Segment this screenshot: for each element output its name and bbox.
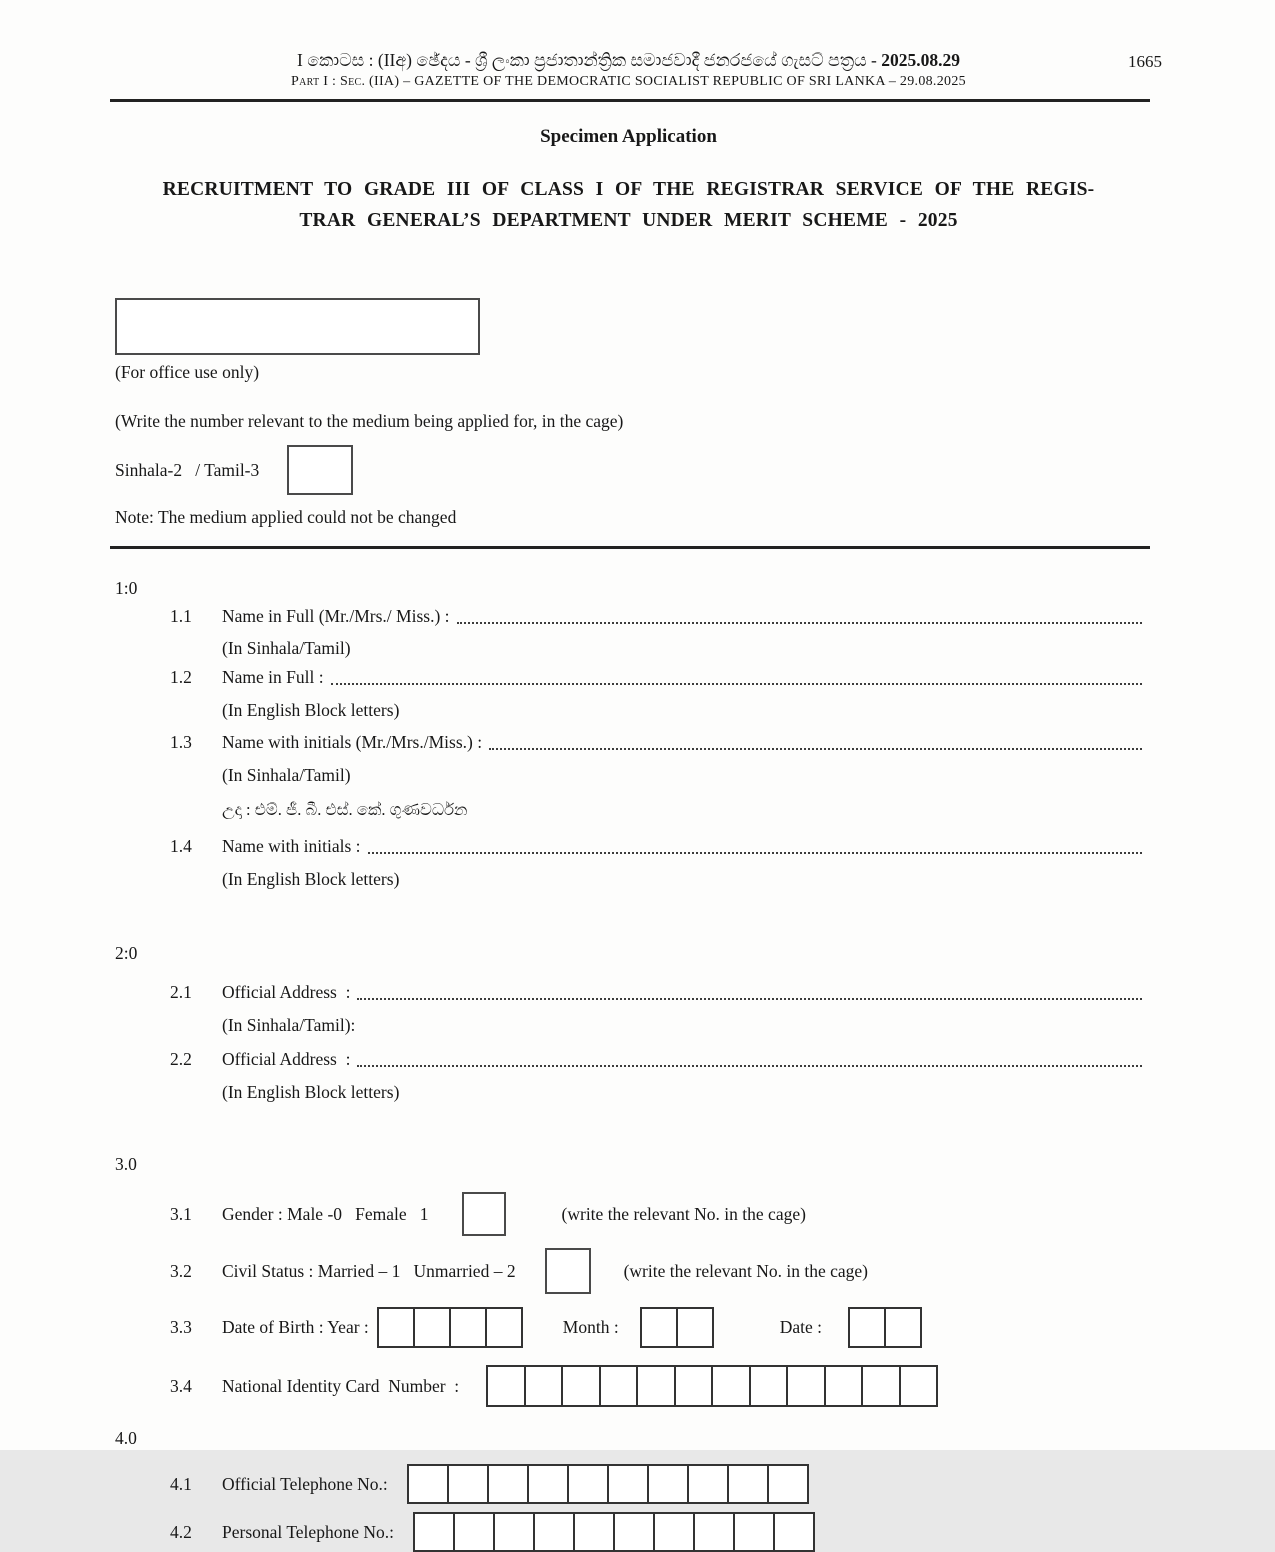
official-phone-label: Official Telephone No.:: [222, 1473, 388, 1494]
section-divider: [110, 546, 1150, 549]
row-number: 3.3: [170, 1317, 192, 1337]
gender-cage[interactable]: [462, 1192, 506, 1236]
civil-status-cage-note: (write the relevant No. in the cage): [623, 1260, 868, 1281]
section-4-heading: 4.0: [115, 1428, 137, 1448]
official-phone-cells[interactable]: [407, 1464, 809, 1504]
nic-label: National Identity Card Number :: [222, 1375, 460, 1396]
fill-in-line[interactable]: [357, 1065, 1142, 1067]
cage-cell[interactable]: [599, 1365, 639, 1407]
row-sublabel: (In Sinhala/Tamil): [222, 765, 351, 785]
row-sublabel: (In Sinhala/Tamil):: [222, 1015, 356, 1035]
row-sublabel: (In Sinhala/Tamil): [222, 638, 351, 658]
cage-cell[interactable]: [413, 1307, 451, 1348]
cage-cell[interactable]: [485, 1307, 523, 1348]
civil-status-label: Civil Status : Married – 1 Unmarried – 2: [222, 1260, 516, 1281]
cage-cell[interactable]: [486, 1365, 526, 1407]
year-cells[interactable]: [377, 1307, 523, 1348]
gazette-header-sinhala: [115, 50, 1162, 71]
personal-phone-row: [115, 1512, 1142, 1552]
cage-cell[interactable]: [899, 1365, 939, 1407]
medium-instruction: (Write the number relevant to the medium being applied for, in the cage): [115, 411, 624, 431]
nic-cells[interactable]: [486, 1365, 938, 1407]
fill-in-line[interactable]: [457, 622, 1142, 624]
gazette-sinhala-text: I කොටස : (IIඅ) ඡේදය - ශ්‍රී ලංකා ප්‍රජාතාන්ත්‍රික සමාජවාදී ජනරජයේ ගැසට් පත්‍රය -: [297, 50, 882, 70]
section-1-heading: 1:0: [115, 578, 138, 598]
cage-cell[interactable]: [848, 1307, 886, 1348]
row-number: 3.1: [170, 1203, 192, 1224]
cage-cell[interactable]: [453, 1512, 495, 1552]
recruitment-heading-line2: TRAR GENERAL’S DEPARTMENT UNDER MERIT SCHEME - 2025: [299, 210, 958, 231]
cage-cell[interactable]: [749, 1365, 789, 1407]
cage-cell[interactable]: [693, 1512, 735, 1552]
official-phone-row: [115, 1464, 1142, 1504]
section-3-heading: 3.0: [115, 1154, 137, 1174]
dob-date-label: Date :: [779, 1317, 822, 1337]
cage-cell[interactable]: [861, 1365, 901, 1407]
cage-cell[interactable]: [636, 1365, 676, 1407]
gender-row: [115, 1192, 1142, 1236]
cage-cell[interactable]: [733, 1512, 775, 1552]
cage-cell[interactable]: [567, 1464, 609, 1504]
cage-cell[interactable]: [687, 1464, 729, 1504]
form-row-name-full-sinhala: [115, 604, 1142, 629]
cage-cell[interactable]: [767, 1464, 809, 1504]
cage-cell[interactable]: [407, 1464, 449, 1504]
cage-cell[interactable]: [653, 1512, 695, 1552]
row-label: Official Address :: [222, 982, 351, 1002]
gender-label: Gender : Male -0 Female 1: [222, 1203, 429, 1224]
office-use-caption: (For office use only): [115, 362, 260, 382]
row-number: 2.1: [170, 982, 192, 1002]
row-number: 4.1: [170, 1473, 192, 1494]
fill-in-line[interactable]: [331, 683, 1142, 685]
form-row-address-english: [115, 1047, 1142, 1072]
row-label: Name with initials :: [222, 836, 361, 856]
gazette-date-sinhala: 2025.08.29: [881, 50, 960, 70]
medium-note: Note: The medium applied could not be changed: [115, 507, 457, 527]
month-cells[interactable]: [640, 1307, 714, 1348]
row-label: Name in Full :: [222, 667, 324, 687]
row-label: Official Address :: [222, 1049, 351, 1069]
cage-cell[interactable]: [773, 1512, 815, 1552]
cage-cell[interactable]: [607, 1464, 649, 1504]
medium-cage[interactable]: [287, 445, 353, 495]
row-number: 2.2: [170, 1049, 192, 1069]
cage-cell[interactable]: [449, 1307, 487, 1348]
dob-year-label: Date of Birth : Year :: [222, 1317, 369, 1337]
cage-cell[interactable]: [533, 1512, 575, 1552]
recruitment-heading: [115, 174, 1142, 236]
medium-row: [115, 445, 1142, 495]
recruitment-heading-line1: RECRUITMENT TO GRADE III OF CLASS I OF THE REGISTRAR SERVICE OF THE REGIS-: [162, 179, 1095, 200]
row-number: 1.1: [170, 606, 192, 626]
personal-phone-cells[interactable]: [413, 1512, 815, 1552]
cage-cell[interactable]: [527, 1464, 569, 1504]
row-number: 1.3: [170, 732, 192, 752]
gender-cage-note: (write the relevant No. in the cage): [561, 1203, 806, 1224]
cage-cell[interactable]: [711, 1365, 751, 1407]
cage-cell[interactable]: [561, 1365, 601, 1407]
form-row-initials-english: [115, 834, 1142, 859]
fill-in-line[interactable]: [489, 748, 1142, 750]
row-sublabel: (In English Block letters): [222, 869, 400, 889]
sinhala-example: උදා : එම්. ජී. බී. එස්. කේ. ගුණවර්ධන: [222, 800, 468, 819]
civil-status-cage[interactable]: [545, 1248, 591, 1294]
document-title: Specimen Application: [540, 126, 717, 147]
row-number: 3.2: [170, 1260, 192, 1281]
civil-status-row: [115, 1248, 1142, 1294]
page-number: 1665: [1128, 52, 1162, 71]
row-number: 4.2: [170, 1521, 192, 1542]
cage-cell[interactable]: [613, 1512, 655, 1552]
gazette-header-english: Part I : Sec. (IIA) – GAZETTE OF THE DEMOCRATIC SOCIALIST REPUBLIC OF SRI LANKA – 29.08.2025: [291, 74, 966, 89]
dob-month-label: Month :: [562, 1317, 619, 1337]
cage-cell[interactable]: [413, 1512, 455, 1552]
cage-cell[interactable]: [647, 1464, 689, 1504]
cage-cell[interactable]: [524, 1365, 564, 1407]
cage-cell[interactable]: [640, 1307, 678, 1348]
cage-cell[interactable]: [487, 1464, 529, 1504]
cage-cell[interactable]: [377, 1307, 415, 1348]
row-label: Name with initials (Mr./Mrs./Miss.) :: [222, 732, 483, 752]
office-use-box[interactable]: [115, 298, 480, 355]
cage-cell[interactable]: [447, 1464, 489, 1504]
fill-in-line[interactable]: [368, 852, 1142, 854]
nic-row: [115, 1365, 1142, 1407]
cage-cell[interactable]: [674, 1365, 714, 1407]
cage-cell[interactable]: [727, 1464, 769, 1504]
cage-cell[interactable]: [786, 1365, 826, 1407]
row-sublabel: (In English Block letters): [222, 1082, 400, 1102]
form-row-initials-sinhala: [115, 730, 1142, 755]
form-row-address-sinhala: [115, 980, 1142, 1005]
personal-phone-label: Personal Telephone No.:: [222, 1521, 394, 1542]
cage-cell[interactable]: [884, 1307, 922, 1348]
row-label: Name in Full (Mr./Mrs./ Miss.) :: [222, 606, 450, 626]
cage-cell[interactable]: [493, 1512, 535, 1552]
section-2-heading: 2:0: [115, 943, 138, 963]
fill-in-line[interactable]: [357, 998, 1142, 1000]
date-of-birth-row: [115, 1307, 1142, 1348]
row-number: 3.4: [170, 1375, 192, 1396]
cage-cell[interactable]: [824, 1365, 864, 1407]
header-rule: [110, 99, 1150, 102]
cage-cell[interactable]: [573, 1512, 615, 1552]
row-number: 1.4: [170, 836, 192, 856]
form-row-name-full-english: [115, 665, 1142, 690]
row-number: 1.2: [170, 667, 192, 687]
date-cells[interactable]: [848, 1307, 922, 1348]
row-sublabel: (In English Block letters): [222, 700, 400, 720]
cage-cell[interactable]: [676, 1307, 714, 1348]
medium-options-label: Sinhala-2 / Tamil-3: [115, 459, 260, 480]
